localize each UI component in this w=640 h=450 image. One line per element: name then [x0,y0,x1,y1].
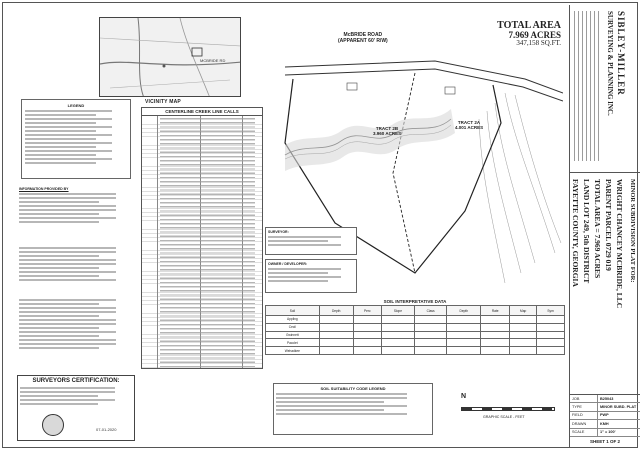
site-marker [192,48,202,56]
total-area-title: TOTAL AREA [497,20,561,31]
tract-2a-name: TRACT 2A [457,120,481,125]
sheet-number: SHEET 1 OF 2 [589,438,620,444]
road-label [338,33,388,44]
soil-header: Perc [353,306,381,316]
legend-box [21,99,131,179]
soil-header: Sym [537,306,565,316]
vmap-road-label: MCBRIDE RD [200,58,226,63]
soil-header: Map [510,306,537,316]
road-sub: (APPARENT 60' R/W) [338,37,388,44]
surveyor-info-title: SURVEYOR: [268,230,289,234]
meta-row: JOB B25043 [570,395,640,403]
soil-legend-title: SOIL SUITABILITY CODE LEGEND [320,386,386,391]
plat-title: MINOR SUBDIVISION PLAT FOR: [629,179,636,283]
soil-row [266,316,565,324]
soil-cell: Pacolet [266,339,320,347]
job-meta [570,395,640,447]
legend-title: LEGEND [67,103,85,108]
client-name: WRIGHT CHANCEY MCBRIDE, LLC [615,179,624,309]
meta-row: DRAWN KMH [570,420,640,428]
centerline-creek-table [141,107,263,369]
meta-row: FIELD PWP [570,412,640,420]
scale-label: GRAPHIC SCALE - FEET [483,415,525,419]
tract-2b-acres: 3.960 ACRES [373,130,402,136]
soil-header: Depth [447,306,481,316]
vicinity-map-title: VICINITY MAP [145,99,181,105]
soil-row [266,347,565,355]
soil-header: Class [414,306,446,316]
soil-table-title: SOIL INTERPRETATIVE DATA [383,299,447,304]
meta-row: SCALE 1" = 100' [570,429,640,437]
north-arrow-icon: N [461,393,467,400]
firm-box [570,5,640,173]
soil-header: Soil [266,306,320,316]
notes-block-2 [17,243,135,291]
surveyor-info-box [265,227,357,255]
tract-2b-label [373,127,401,137]
total-area-acres: 7.969 ACRES [508,30,561,40]
soil-header: Depth [319,306,353,316]
owner-info-box [265,259,357,293]
surveyor-cert-date: 07-01-2020 [96,427,117,432]
soil-row [266,331,565,339]
vicinity-map [99,17,241,97]
tract-2a-label [455,121,483,131]
soil-cell: Appling [266,316,320,324]
soil-suitability-legend [273,383,433,435]
surveyors-certification [17,375,135,441]
title-block [569,5,639,447]
notes-block-1-title: INFORMATION PROVIDED BY [19,187,69,191]
road-name: McBRIDE ROAD [343,32,383,38]
firm-name: SIBLEY-MILLER [616,11,626,96]
county: FAYETTE COUNTY, GEORGIA [571,179,580,287]
notes-block-3 [17,295,135,371]
vicinity-map-drawing [100,18,241,97]
soil-header: Slope [381,306,414,316]
soil-interpretive-data [265,299,565,371]
soil-cell: Gwinnett [266,331,320,339]
surveyor-cert-title: SURVEYORS CERTIFICATION: [32,378,120,384]
total-area-label [497,21,561,47]
tract-2a-acres: 4.001 ACRES [455,124,484,130]
notes-block-1 [17,185,135,237]
project-box [570,173,640,395]
graphic-scale [453,393,563,427]
soil-cell: Cecil [266,323,320,331]
soil-header: Rate [481,306,510,316]
parent-parcel: PARENT PARCEL 0729 019 [604,179,613,271]
total-area-tb: TOTAL AREA = 7.969 ACRES [593,179,602,279]
soil-row [266,339,565,347]
meta-row: TYPE MINOR SUBD. PLAT [570,403,640,411]
soil-row [266,323,565,331]
soil-cell: Wehadkee [266,347,320,355]
firm-sub: SURVEYING & PLANNING INC. [606,11,614,116]
scale-bar [461,407,555,411]
land-lot: LAND LOT 249, 5th DISTRICT [582,179,591,284]
owner-info-title: OWNER / DEVELOPER: [268,262,308,266]
soil-header-row [266,306,565,316]
total-area-sqft: 347,158 SQ.FT. [516,39,561,47]
plat-sheet [2,2,638,448]
tract-2b-name: TRACT 2B [375,126,399,131]
soil-table [265,305,565,355]
surveyor-seal [42,414,64,436]
centerline-table-title: CENTERLINE CREEK LINE CALLS [142,108,262,116]
